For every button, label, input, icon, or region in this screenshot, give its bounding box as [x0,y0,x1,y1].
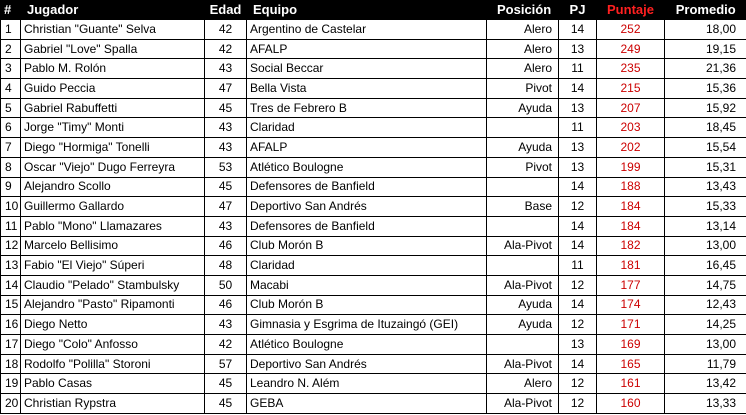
cell-games: 14 [559,177,597,197]
cell-team: AFALP [247,39,487,59]
cell-age: 45 [205,98,247,118]
cell-team: AFALP [247,138,487,158]
cell-points: 207 [597,98,665,118]
header-row [1,0,746,20]
table-row [1,157,746,177]
cell-position [487,335,559,355]
cell-position: Ala-Pivot [487,394,559,414]
cell-age: 43 [205,118,247,138]
cell-average: 18,45 [665,118,746,138]
table-row [1,275,746,295]
cell-team: Defensores de Banfield [247,216,487,236]
cell-num: 13 [1,256,21,276]
table-row [1,177,746,197]
table-row [1,20,746,40]
cell-average: 19,15 [665,39,746,59]
cell-average: 13,14 [665,216,746,236]
cell-age: 45 [205,394,247,414]
cell-position: Alero [487,374,559,394]
cell-age: 42 [205,335,247,355]
cell-num: 8 [1,157,21,177]
cell-num: 15 [1,295,21,315]
cell-position: Ayuda [487,138,559,158]
cell-age: 42 [205,20,247,40]
cell-num: 9 [1,177,21,197]
cell-player: Oscar "Viejo" Dugo Ferreyra [21,157,205,177]
header-games: PJ [559,0,597,20]
cell-player: Rodolfo "Polilla" Storoni [21,354,205,374]
table-row [1,394,746,414]
cell-average: 21,36 [665,59,746,79]
cell-games: 13 [559,335,597,355]
cell-position: Ayuda [487,315,559,335]
cell-position [487,216,559,236]
cell-position: Ala-Pivot [487,275,559,295]
cell-num: 3 [1,59,21,79]
cell-age: 42 [205,39,247,59]
cell-player: Diego "Hormiga" Tonelli [21,138,205,158]
table-row [1,118,746,138]
table-row [1,216,746,236]
cell-num: 1 [1,20,21,40]
cell-num: 20 [1,394,21,414]
cell-games: 12 [559,394,597,414]
cell-points: 161 [597,374,665,394]
cell-num: 2 [1,39,21,59]
cell-age: 45 [205,177,247,197]
cell-player: Guido Peccia [21,79,205,99]
table-row [1,138,746,158]
cell-player: Pablo Casas [21,374,205,394]
table-row [1,354,746,374]
cell-points: 188 [597,177,665,197]
cell-games: 12 [559,197,597,217]
cell-player: Guillermo Gallardo [21,197,205,217]
cell-games: 14 [559,354,597,374]
cell-team: Atlético Boulogne [247,335,487,355]
cell-points: 169 [597,335,665,355]
table-row [1,98,746,118]
cell-games: 14 [559,236,597,256]
cell-games: 14 [559,216,597,236]
cell-num: 19 [1,374,21,394]
cell-team: Deportivo San Andrés [247,354,487,374]
table-row [1,295,746,315]
cell-team: Claridad [247,118,487,138]
cell-team: Defensores de Banfield [247,177,487,197]
cell-average: 14,25 [665,315,746,335]
cell-average: 13,42 [665,374,746,394]
header-team: Equipo [247,0,487,20]
cell-average: 12,43 [665,295,746,315]
cell-num: 10 [1,197,21,217]
cell-age: 48 [205,256,247,276]
cell-team: Social Beccar [247,59,487,79]
cell-points: 215 [597,79,665,99]
cell-position: Alero [487,59,559,79]
header-age: Edad [205,0,247,20]
cell-team: Deportivo San Andrés [247,197,487,217]
cell-age: 43 [205,216,247,236]
cell-team: Leandro N. Além [247,374,487,394]
cell-points: 177 [597,275,665,295]
cell-points: 171 [597,315,665,335]
cell-position: Ayuda [487,295,559,315]
cell-age: 46 [205,236,247,256]
cell-points: 252 [597,20,665,40]
cell-games: 12 [559,315,597,335]
cell-average: 18,00 [665,20,746,40]
cell-player: Diego Netto [21,315,205,335]
cell-num: 16 [1,315,21,335]
cell-points: 184 [597,197,665,217]
cell-player: Pablo "Mono" Llamazares [21,216,205,236]
cell-games: 11 [559,256,597,276]
cell-player: Gabriel Rabuffetti [21,98,205,118]
cell-age: 46 [205,295,247,315]
cell-average: 15,31 [665,157,746,177]
cell-average: 13,00 [665,236,746,256]
table-row [1,256,746,276]
table-row [1,59,746,79]
cell-points: 182 [597,236,665,256]
cell-points: 203 [597,118,665,138]
table-row [1,197,746,217]
table-row [1,315,746,335]
table-row [1,335,746,355]
cell-points: 184 [597,216,665,236]
cell-games: 13 [559,98,597,118]
cell-num: 6 [1,118,21,138]
header-player: Jugador [21,0,205,20]
cell-points: 249 [597,39,665,59]
cell-points: 181 [597,256,665,276]
cell-player: Fabio "El Viejo" Súperi [21,256,205,276]
cell-age: 47 [205,79,247,99]
cell-player: Christian Rypstra [21,394,205,414]
cell-age: 43 [205,315,247,335]
cell-player: Alejandro Scollo [21,177,205,197]
cell-player: Pablo M. Rolón [21,59,205,79]
header-position: Posición [487,0,559,20]
cell-games: 13 [559,157,597,177]
cell-team: Macabi [247,275,487,295]
cell-games: 12 [559,374,597,394]
cell-position: Ala-Pivot [487,236,559,256]
table-row [1,236,746,256]
cell-games: 12 [559,275,597,295]
cell-average: 15,33 [665,197,746,217]
cell-points: 165 [597,354,665,374]
cell-player: Gabriel "Love" Spalla [21,39,205,59]
cell-points: 202 [597,138,665,158]
cell-games: 11 [559,59,597,79]
cell-average: 15,92 [665,98,746,118]
table-row [1,79,746,99]
cell-num: 4 [1,79,21,99]
cell-age: 45 [205,374,247,394]
cell-team: Argentino de Castelar [247,20,487,40]
cell-age: 50 [205,275,247,295]
cell-position: Alero [487,20,559,40]
cell-position [487,256,559,276]
cell-player: Alejandro "Pasto" Ripamonti [21,295,205,315]
header-num: # [1,0,21,20]
cell-num: 7 [1,138,21,158]
cell-player: Marcelo Bellisimo [21,236,205,256]
cell-team: Club Morón B [247,236,487,256]
cell-player: Claudio "Pelado" Stambulsky [21,275,205,295]
cell-position: Ala-Pivot [487,354,559,374]
cell-position: Ayuda [487,98,559,118]
cell-team: Gimnasia y Esgrima de Ituzaingó (GEI) [247,315,487,335]
table-row [1,39,746,59]
cell-position [487,177,559,197]
cell-num: 12 [1,236,21,256]
cell-team: Tres de Febrero B [247,98,487,118]
cell-points: 199 [597,157,665,177]
cell-position: Alero [487,39,559,59]
cell-points: 174 [597,295,665,315]
cell-average: 11,79 [665,354,746,374]
cell-num: 11 [1,216,21,236]
cell-team: Bella Vista [247,79,487,99]
cell-games: 14 [559,20,597,40]
cell-average: 15,54 [665,138,746,158]
cell-team: Claridad [247,256,487,276]
cell-age: 43 [205,138,247,158]
cell-position [487,118,559,138]
cell-average: 15,36 [665,79,746,99]
cell-position: Pivot [487,79,559,99]
cell-team: GEBA [247,394,487,414]
cell-num: 14 [1,275,21,295]
cell-player: Christian "Guante" Selva [21,20,205,40]
cell-points: 160 [597,394,665,414]
cell-average: 13,00 [665,335,746,355]
cell-average: 14,75 [665,275,746,295]
header-average: Promedio [665,0,746,20]
cell-age: 57 [205,354,247,374]
table-row [1,374,746,394]
cell-player: Jorge "Timy" Monti [21,118,205,138]
cell-games: 13 [559,138,597,158]
cell-position: Pivot [487,157,559,177]
cell-points: 235 [597,59,665,79]
cell-age: 43 [205,59,247,79]
cell-games: 14 [559,79,597,99]
cell-games: 13 [559,39,597,59]
cell-num: 17 [1,335,21,355]
header-points: Puntaje [597,0,665,20]
cell-position: Base [487,197,559,217]
cell-average: 13,43 [665,177,746,197]
cell-num: 5 [1,98,21,118]
cell-games: 14 [559,295,597,315]
cell-age: 53 [205,157,247,177]
cell-age: 47 [205,197,247,217]
cell-team: Club Morón B [247,295,487,315]
cell-num: 18 [1,354,21,374]
cell-team: Atlético Boulogne [247,157,487,177]
cell-average: 13,33 [665,394,746,414]
cell-player: Diego "Colo" Anfosso [21,335,205,355]
cell-average: 16,45 [665,256,746,276]
cell-games: 11 [559,118,597,138]
